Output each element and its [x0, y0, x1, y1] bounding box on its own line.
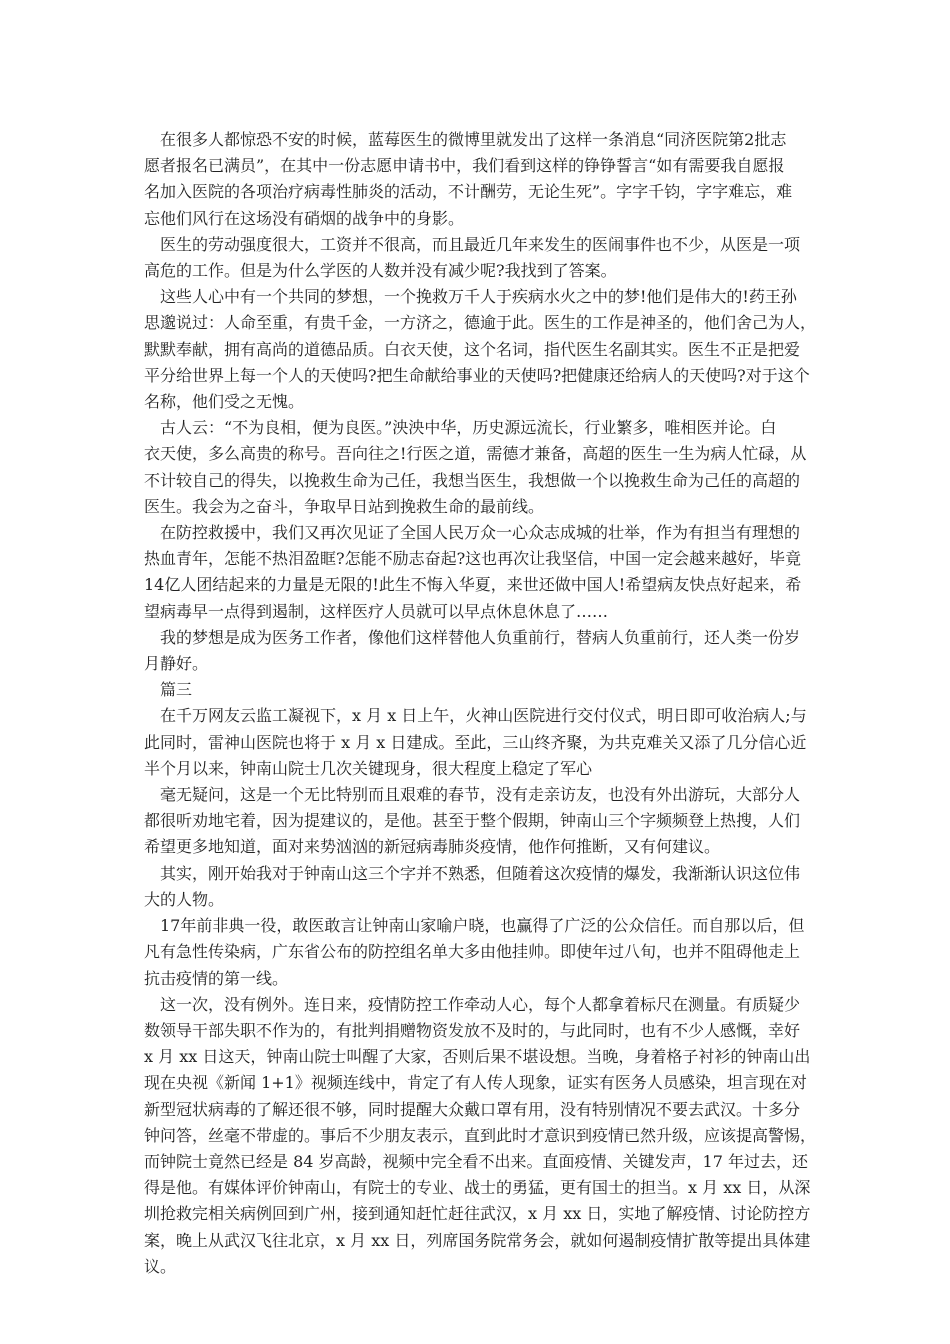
text-line: 毫无疑问，这是一个无比特别而且艰难的春节，没有走亲访友，也没有外出游玩，大部分人	[160, 785, 801, 805]
text-line: 热血青年，怎能不热泪盈眶?怎能不励志奋起?这也再次让我坚信，中国一定会越来越好，毕竟	[144, 549, 802, 569]
paragraph	[144, 861, 809, 913]
text-line: 新型冠状病毒的了解还很不够，同时提醒大众戴口罩有用，没有特别情况不要去武汉。十多分	[144, 1099, 801, 1119]
text-line: 这些人心中有一个共同的梦想，一个挽救万千人于疾病水火之中的梦!他们是伟大的!药王孙	[160, 287, 797, 307]
text-line: 半个月以来，钟南山院士几次关键现身，很大程度上稳定了军心	[144, 758, 593, 778]
paragraph	[144, 992, 817, 1280]
text-line: 平分给世界上每一个人的天使吗?把生命献给事业的天使吗?把健康还给病人的天使吗?对于这个	[144, 365, 810, 385]
text-line: 默默奉献，拥有高尚的道德品质。白衣天使，这个名词，指代医生名副其实。医生不正是把爱	[144, 339, 801, 359]
text-line: 其实，刚开始我对于钟南山这三个字并不熟悉，但随着这次疫情的爆发，我渐渐认识这位伟	[160, 863, 801, 883]
text-line: 名加入医院的各项治疗病毒性肺炎的活动，不计酬劳，无论生死”。字字千钧，字字难忘，难	[144, 182, 793, 202]
text-line: 望病毒早一点得到遏制，这样医疗人员就可以早点休息休息了……	[144, 601, 609, 621]
document-body	[144, 127, 817, 1280]
text-line: 医生的劳动强度很大，工资并不很高，而且最近几年来发生的医闹事件也不少，从医是一项	[160, 234, 801, 254]
text-line: 现在央视《新闻 1+1》视频连线中，肯定了有人传人现象，证实有医务人员感染，坦言现在对	[144, 1073, 807, 1093]
text-line: 此同时，雷神山医院也将于 x 月 x 日建成。至此，三山终齐聚，为共克难关又添了几分信心近	[144, 732, 807, 752]
paragraph	[144, 127, 809, 232]
text-line: 凡有急性传染病，广东省公布的防控组名单大多由他挂帅。即使年过八旬，也并不阻碍他走上	[144, 942, 801, 962]
paragraph	[144, 625, 809, 677]
text-line: 不计较自己的得失，以挽救生命为己任，我想当医生，我想做一个以挽救生命为己任的高超的	[144, 470, 801, 490]
text-line: 在防控救援中，我们又再次见证了全国人民万众一心众志成城的壮举，作为有担当有理想的	[160, 523, 801, 543]
text-line: 数领导干部失职不作为的，有批判捐赠物资发放不及时的，与此同时，也有不少人感慨，幸好	[144, 1020, 801, 1040]
paragraph	[144, 415, 809, 520]
text-line: 在千万网友云监工凝视下，x 月 x 日上午，火神山医院进行交付仪式，明日即可收治病人;与	[160, 706, 807, 726]
text-line: 忘他们风行在这场没有硝烟的战争中的身影。	[144, 208, 465, 228]
text-line: 钟问答，丝毫不带虚的。事后不少朋友表示，直到此时才意识到疫情已然升级，应该提高警惕，	[144, 1125, 817, 1145]
text-line: 14亿人团结起来的力量是无限的!此生不悔入华夏，来世还做中国人!希望病友快点好起来，希	[144, 575, 802, 595]
text-line: 月静好。	[144, 654, 209, 674]
text-line: 愿者报名已满员”，在其中一份志愿申请书中，我们看到这样的铮铮誓言“如有需要我自愿报	[144, 156, 785, 176]
paragraph	[144, 284, 817, 415]
paragraph	[144, 913, 809, 992]
text-line: 这一次，没有例外。连日来，疫情防控工作牵动人心，每个人都拿着标尺在测量。有质疑少	[160, 994, 801, 1014]
text-line: 名称，他们受之无愧。	[144, 392, 305, 412]
text-line: 17年前非典一役，敢医敢言让钟南山家喻户晓，也赢得了广泛的公众信任。而自那以后，但	[160, 916, 805, 936]
text-line: 案，晚上从武汉飞往北京，x 月 xx 日，列席国务院常务会，就如何遏制疫情扩散等提出具体建	[144, 1230, 811, 1250]
text-line: 抗击疫情的第一线。	[144, 968, 289, 988]
text-line: 衣天使，多么高贵的称号。吾向往之!行医之道，需德才兼备，高超的医生一生为病人忙碌，从	[144, 444, 807, 464]
text-line: 而钟院士竟然已经是 84 岁高龄，视频中完全看不出来。直面疫情、关键发声，17 年过去，还	[144, 1151, 808, 1171]
text-line: 医生。我会为之奋斗，争取早日站到挽救生命的最前线。	[144, 496, 545, 516]
paragraph	[144, 520, 809, 625]
text-line: 在很多人都惊恐不安的时候，蓝莓医生的微博里就发出了这样一条消息“同济医院第2批志	[160, 130, 787, 149]
paragraph	[144, 232, 809, 284]
text-line: 议。	[144, 1256, 177, 1276]
text-line: 古人云：“不为良相，便为良医。”泱泱中华，历史源远流长，行业繁多，唯相医并论。白	[160, 418, 777, 438]
text-line: 大的人物。	[144, 889, 225, 909]
text-line: 高危的工作。但是为什么学医的人数并没有减少呢?我找到了答案。	[144, 261, 617, 281]
text-line: 圳抢救完相关病例回到广州，接到通知赶忙赶往武汉，x 月 xx 日，实地了解疫情、讨论防控方	[144, 1204, 811, 1224]
paragraph	[144, 782, 809, 861]
text-line: 得是他。有媒体评价钟南山，有院士的专业、战士的勇猛，更有国士的担当。x 月 xx 日，从深	[144, 1178, 811, 1198]
text-line: 都很听劝地宅着，因为提建议的，是他。甚至于整个假期，钟南山三个字频频登上热搜，人们	[144, 811, 801, 831]
text-line: 我的梦想是成为医务工作者，像他们这样替他人负重前行，替病人负重前行，还人类一份岁	[160, 627, 801, 647]
paragraph	[144, 703, 809, 782]
text-line: x 月 xx 日这天，钟南山院士叫醒了大家，否则后果不堪设想。当晚，身着格子衬衫的钟南山出	[144, 1047, 811, 1067]
section-title: 篇三	[160, 680, 193, 700]
text-line: 思邈说过：人命至重，有贵千金，一方济之，德逾于此。医生的工作是神圣的，他们舍己为人，	[144, 313, 817, 333]
text-line: 希望更多地知道，面对来势汹汹的新冠病毒肺炎疫情，他作何推断，又有何建议。	[144, 837, 721, 857]
